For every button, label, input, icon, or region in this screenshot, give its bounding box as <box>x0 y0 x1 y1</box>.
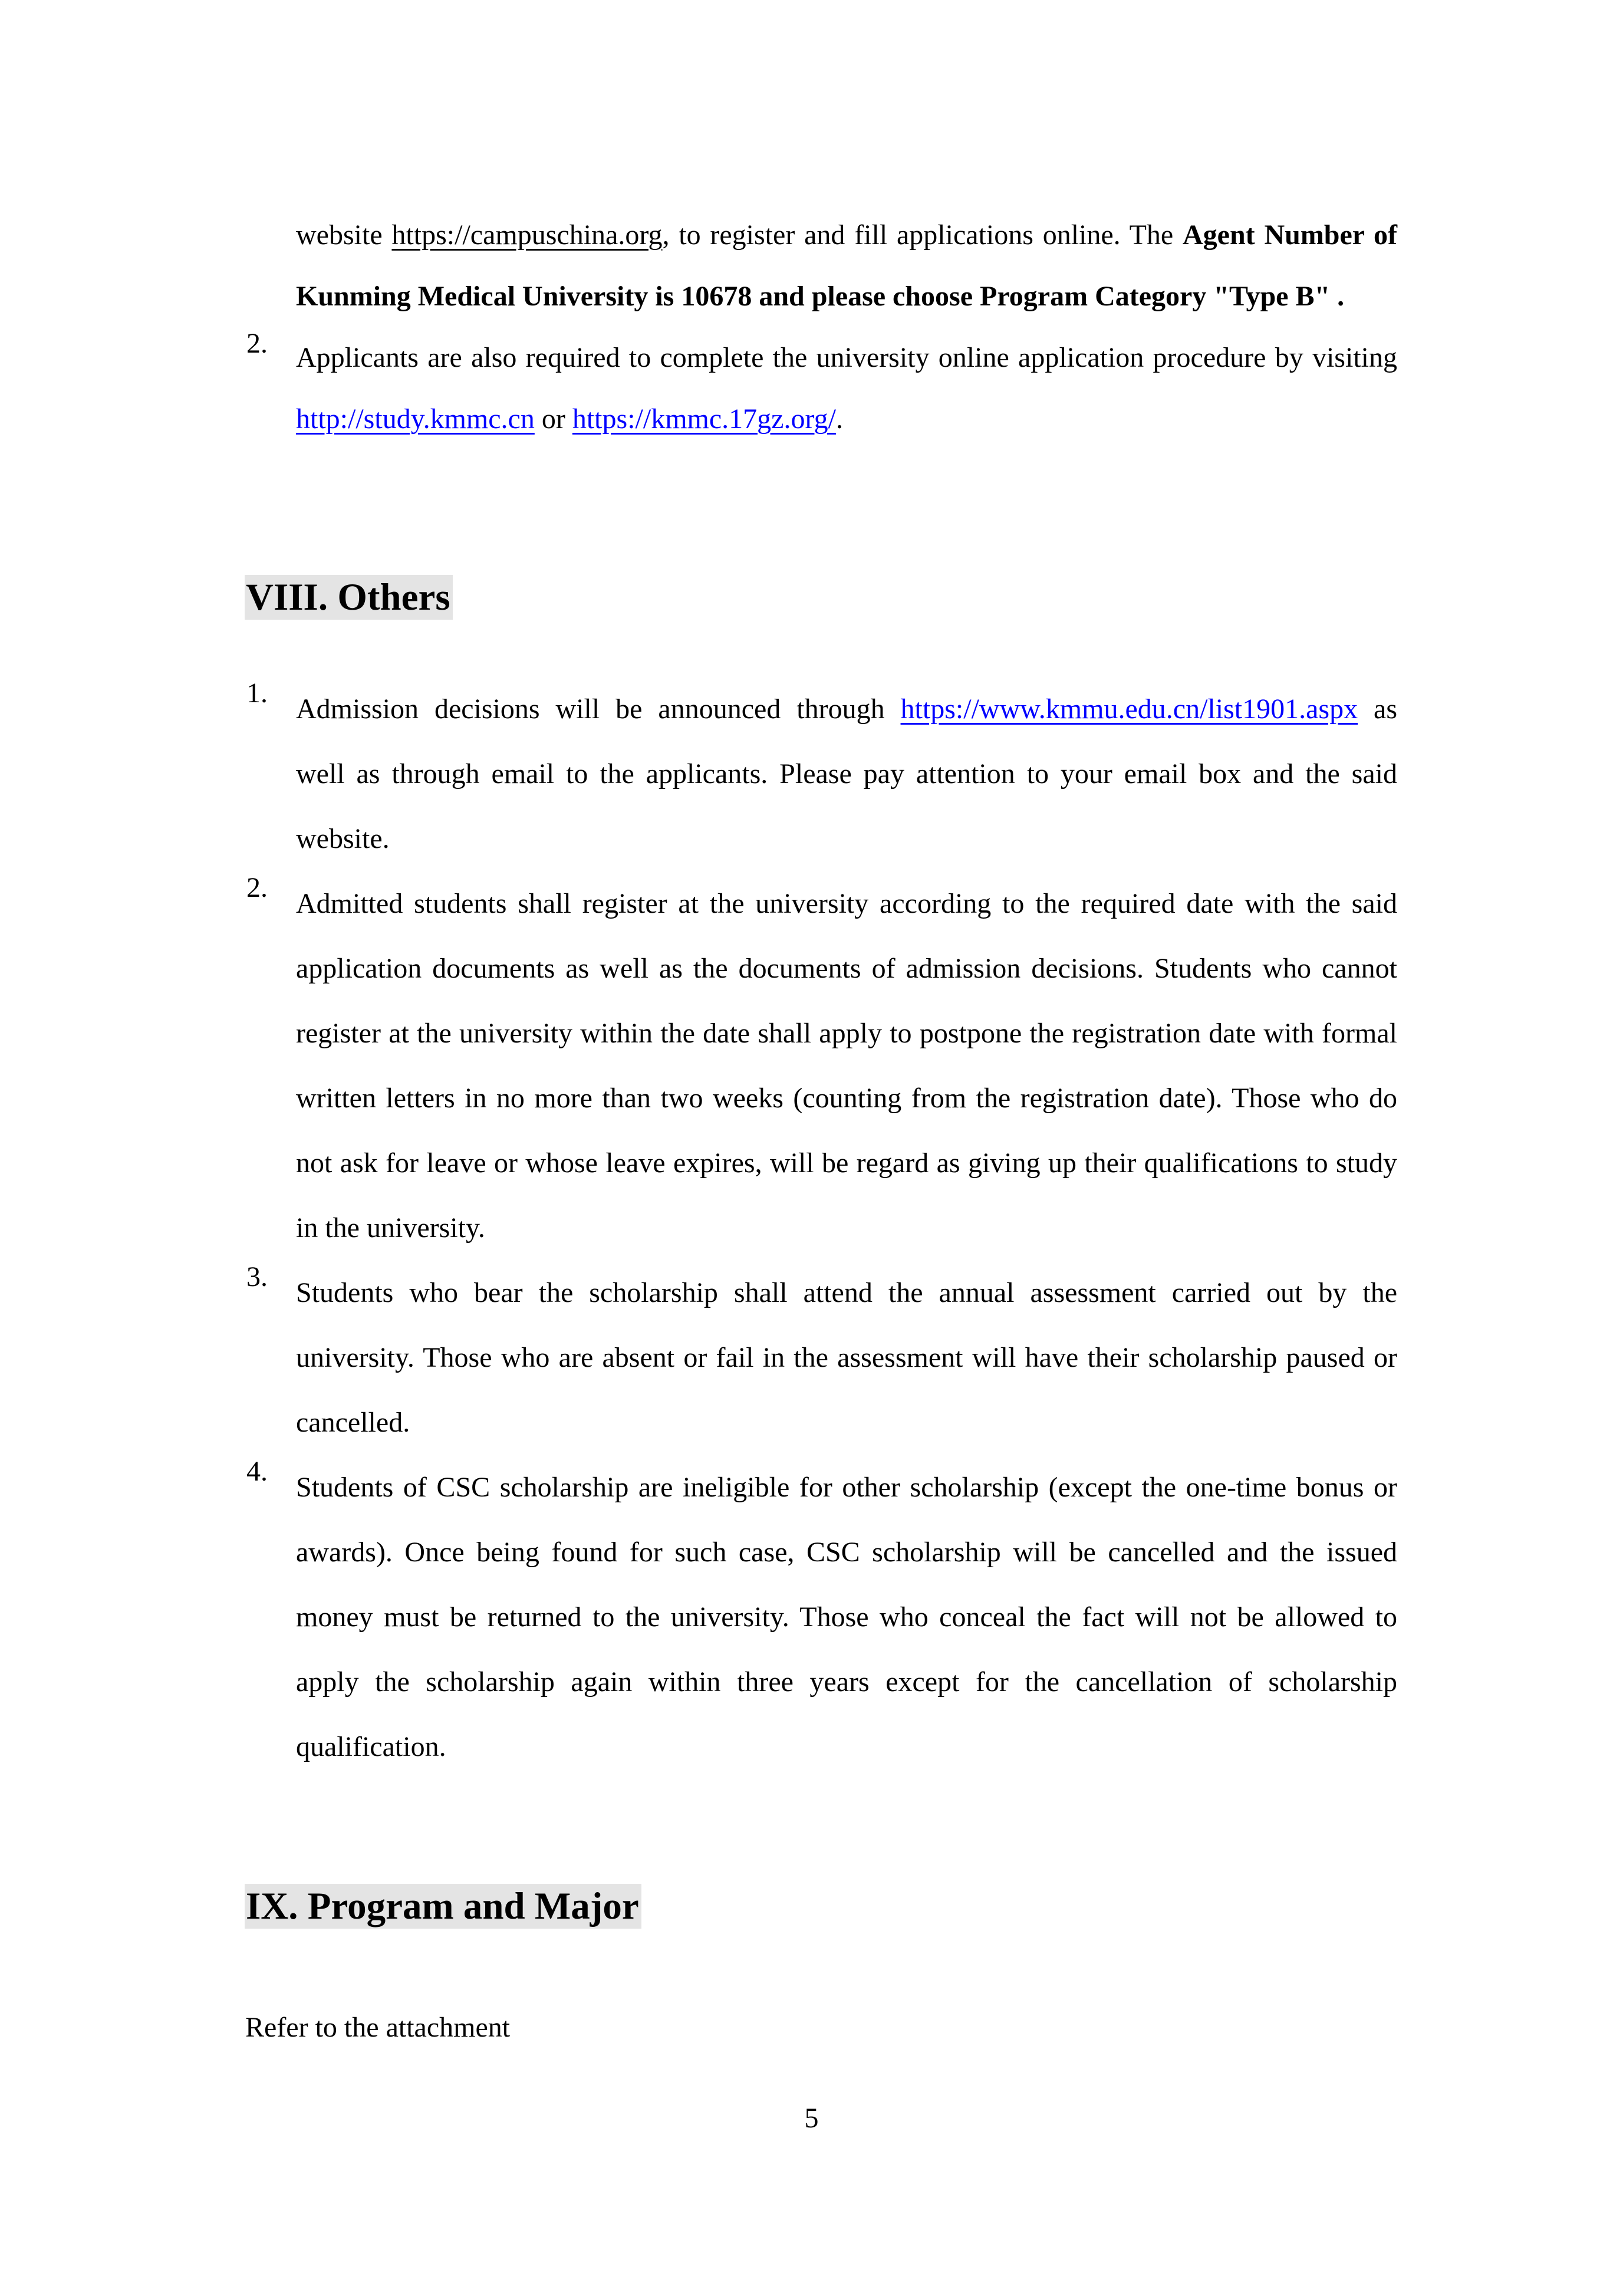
list-item-application-procedure <box>246 327 1397 450</box>
intro-paragraph-line-2: Kunming Medical University is 10678 and please choose Program Category "Type B" . <box>296 281 1345 312</box>
item-line: Admitted students shall register at the university according to the required date with the said <box>296 888 1397 919</box>
admission-line-pre: Admission decisions will be announced through <box>296 693 901 725</box>
others-list <box>246 677 1398 1779</box>
item-line: not ask for leave or whose leave expires, will be regard as giving up their qualifications to study <box>296 1147 1397 1179</box>
section-heading-program-and-major: IX. Program and Major <box>245 1884 641 1929</box>
intro-paragraph-line-1 <box>296 205 1397 266</box>
refer-to-attachment-text: Refer to the attachment <box>245 2012 511 2043</box>
item-line: apply the scholarship again within three years except for the cancellation of scholarship <box>296 1666 1397 1698</box>
item-line: Students who bear the scholarship shall attend the annual assessment carried out by the <box>296 1277 1397 1308</box>
list-item-registration <box>246 871 1397 1261</box>
item-line <box>296 389 1397 450</box>
list-marker: 1. <box>246 677 268 709</box>
item-line: register at the university within the date shall apply to postpone the registration date with formal <box>296 1018 1397 1049</box>
intro-block <box>246 205 1398 450</box>
item-line: website. <box>296 823 390 854</box>
campuschina-link[interactable]: https://campuschina.org <box>391 219 663 251</box>
item-line: qualification. <box>296 1731 446 1762</box>
item-line: money must be returned to the university. Those who conceal the fact will not be allowed to <box>296 1601 1397 1633</box>
intro-paragraph <box>296 205 1397 327</box>
item-line: written letters in no more than two weeks (counting from the registration date). Those who do <box>296 1083 1397 1114</box>
sentence-period: . <box>835 403 843 435</box>
item-line: Applicants are also required to complete the university online application procedure by visiting <box>296 342 1397 373</box>
page-number: 5 <box>804 2103 819 2134</box>
intro-line1-mid: , to register and fill applications online. The <box>662 219 1183 251</box>
kmmu-list-link[interactable]: https://www.kmmu.edu.cn/list1901.aspx <box>900 693 1358 725</box>
link-separator-text: or <box>534 403 572 435</box>
list-marker: 2. <box>246 328 268 359</box>
kmmc-17gz-link[interactable]: https://kmmc.17gz.org/ <box>572 403 836 435</box>
list-item-csc-scholarship <box>246 1455 1397 1779</box>
intro-line1-pre: website <box>296 219 392 251</box>
list-marker: 2. <box>246 872 268 903</box>
item-line: cancelled. <box>296 1407 410 1438</box>
item-line: application documents as well as the documents of admission decisions. Students who cannot <box>296 953 1397 984</box>
admission-line-post: as <box>1358 693 1398 725</box>
item-line: well as through email to the applicants. Please pay attention to your email box and the said <box>296 758 1397 790</box>
list-marker: 4. <box>246 1456 268 1487</box>
item-line <box>296 677 1397 742</box>
agent-number-bold-text: Agent Number of <box>1183 219 1398 251</box>
item-line: awards). Once being found for such case, CSC scholarship will be cancelled and the issued <box>296 1537 1397 1568</box>
section-heading-others: VIII. Others <box>245 575 453 620</box>
list-marker: 3. <box>246 1261 268 1292</box>
list-item-annual-assessment <box>246 1261 1397 1455</box>
item-line: university. Those who are absent or fail in the assessment will have their scholarship paused or <box>296 1342 1397 1373</box>
item-line: in the university. <box>296 1212 485 1244</box>
list-item-admission-decisions <box>246 677 1398 871</box>
item-line: Students of CSC scholarship are ineligible for other scholarship (except the one-time bonus or <box>296 1472 1397 1503</box>
study-kmmc-link[interactable]: http://study.kmmc.cn <box>296 403 535 435</box>
